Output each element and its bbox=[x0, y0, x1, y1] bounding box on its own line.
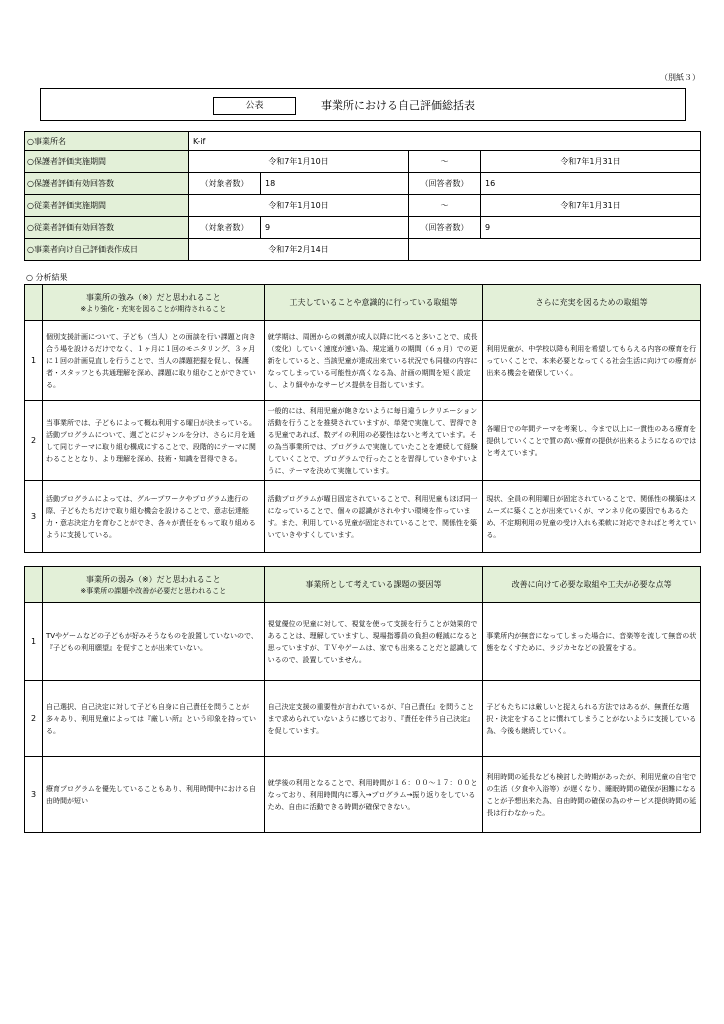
weaknesses-table bbox=[24, 566, 701, 833]
staff-answer-label: （回答者数） bbox=[409, 217, 481, 239]
guardian-period-label: ○保護者評価実施期間 bbox=[25, 151, 189, 173]
office-name-label: ○事業所名 bbox=[25, 132, 189, 151]
table-cell: 活動プログラムによっては、グループワークやプログラム進行の際、子どもたちだけで取り組む機会を設けることで、意志伝達能力・意志決定力を育むことができ、各々が責任をもって取り組めるように支援している。 bbox=[42, 481, 264, 553]
guardian-target-label: （対象者数） bbox=[189, 173, 261, 195]
guardian-period-start: 令和7年1月10日 bbox=[189, 151, 409, 173]
guardian-target-value: 18 bbox=[261, 173, 409, 195]
weaknesses-header-title: 事業所の弱み（※）だと思われること bbox=[85, 575, 221, 584]
analysis-label: ○ 分析結果 bbox=[26, 273, 68, 282]
table-cell: 自己選択、自己決定に対して子ども自身に自己責任を問うことが多々あり、利用児童によっては『厳しい所』という印象を持っている。 bbox=[42, 681, 264, 757]
table-cell: 活動プログラムが曜日固定されていることで、利用児童もほぼ同一になっていることで、個々の認識がされやすい環境を作っています。また、利用している児童が固定されていることで、関係性を築いていきやすくしています。 bbox=[264, 481, 483, 553]
strengths-table bbox=[24, 284, 701, 553]
guardian-period-sep: ～ bbox=[409, 151, 481, 173]
table-cell: 就学期は、周囲からの刺激が成人以降に比べると多いことで、成長（変化）していく速度が速い為、規定通りの期間（６ヵ月）での更新をしていると、当該児童が達成出来ている状況でも同様の内容になってしまっている可能性が高くなる為、計画の期間を短く設定し、より細やかなサービス提供を目指しています。 bbox=[264, 321, 483, 401]
row-number: 3 bbox=[25, 481, 43, 553]
strengths-header-col1 bbox=[42, 285, 264, 321]
weaknesses-header-col1 bbox=[42, 567, 264, 603]
table-cell: 当事業所では、子どもによって概ね利用する曜日が決まっている。活動プログラムについて、週ごとにジャンルを分け、さらに月を通して同じテーマに取り組む構成にすることで、段階的にテーマに関わることとなり、より理解を深め、技術・知識を習得できる。 bbox=[42, 401, 264, 481]
page-title: 事業所における自己評価総括表 bbox=[321, 99, 475, 112]
info-table bbox=[24, 131, 701, 261]
strengths-header-title: 事業所の強み（※）だと思われること bbox=[85, 293, 221, 302]
table-cell: 子どもたちには厳しいと捉えられる方法ではあるが、無責任な選択・決定をすることに慣れてしまうことがないように支援している為、今後も継続していく。 bbox=[483, 681, 701, 757]
strengths-header-sub: ※より強化・充実を図ることが期待されること bbox=[80, 305, 227, 313]
office-name: K-if bbox=[189, 132, 701, 151]
weaknesses-header-sub: ※事業所の課題や改善が必要だと思われること bbox=[80, 587, 227, 595]
row-number: 3 bbox=[25, 757, 43, 833]
staff-target-value: 9 bbox=[261, 217, 409, 239]
table-cell: 利用児童が、中学校以降も利用を希望してもらえる内容の療育を行っていくことで、本来必要となってくる社会生活に向けての療育が出来る機会を確保していく。 bbox=[483, 321, 701, 401]
weaknesses-header-col2: 事業所として考えている課題の要因等 bbox=[264, 567, 483, 603]
guardian-answer-label: （回答者数） bbox=[409, 173, 481, 195]
table-cell: 一般的には、利用児童が飽きないように毎日違うレクリエーション活動を行うことを推奨されていますが、単発で実施して、習得できる児童であれば、数デイの利用の必要性はないと考えています。その為当事業所では、プログラムで実施していたことを連続して経験していくことで、プログラムで行ったことを習得していきやすいように、テーマを決めて実施しています。 bbox=[264, 401, 483, 481]
table-cell: 視覚優位の児童に対して、視覚を使って支援を行うことが効果的であることは、理解していますし、現場指導員の負担の軽減になると思っていますが、ＴＶやゲームは、家でも出来ることだと認識しているので、設置していません。 bbox=[264, 603, 483, 681]
table-cell: 各曜日での年間テーマを考案し、今まで以上に一貫性のある療育を提供していくことで質の高い療育の提供が出来るようになるのではと考えています。 bbox=[483, 401, 701, 481]
staff-target-label: （対象者数） bbox=[189, 217, 261, 239]
staff-period-sep: ～ bbox=[409, 195, 481, 217]
row-number: 2 bbox=[25, 681, 43, 757]
table-cell: TVやゲームなどの子どもが好みそうなものを設置していないので、『子どもの利用願望』を促すことが出来ていない。 bbox=[42, 603, 264, 681]
strengths-header-col2: 工夫していることや意識的に行っている取組等 bbox=[264, 285, 483, 321]
table-cell: 現状、全員の利用曜日が固定されていることで、関係性の構築はスムーズに築くことが出来ていくが、マンネリ化の要因でもあるため、不定期利用の児童の受け入れも柔軟に対応できればと考えている。 bbox=[483, 481, 701, 553]
staff-period-end: 令和7年1月31日 bbox=[481, 195, 701, 217]
weaknesses-header-blank bbox=[25, 567, 43, 603]
staff-valid-label: ○従業者評価有効回答数 bbox=[25, 217, 189, 239]
self-eval-date-label: ○事業者向け自己評価表作成日 bbox=[25, 239, 189, 261]
table-cell: 就学後の利用となることで、利用時間が１６：００～１７：００となっており、利用時間内に導入→プログラム→振り返りをしているため、自由に活動できる時間が確保できない。 bbox=[264, 757, 483, 833]
table-cell: 自己決定支援の重要性が言われているが、『自己責任』を問うことまで求められていないように感じており、『責任を伴う自己決定』を促しています。 bbox=[264, 681, 483, 757]
attachment-note: （別紙３） bbox=[660, 73, 700, 82]
table-cell: 個別支援計画について、子ども（当人）との面談を行い課題と向き合う場を設けるだけでなく、１ヶ月に１回のモニタリング、３ヶ月に１回の計画見直しを行うことで、当人の課題把握を促し、保護者・スタッフとも共通理解を深め、課題に取り組むことができている。 bbox=[42, 321, 264, 401]
guardian-period-end: 令和7年1月31日 bbox=[481, 151, 701, 173]
row-number: 1 bbox=[25, 321, 43, 401]
guardian-answer-value: 16 bbox=[481, 173, 701, 195]
staff-answer-value: 9 bbox=[481, 217, 701, 239]
row-number: 2 bbox=[25, 401, 43, 481]
table-cell: 療育プログラムを優先していることもあり、利用時間中における自由時間が短い bbox=[42, 757, 264, 833]
weaknesses-header-col3: 改善に向けて必要な取組や工夫が必要な点等 bbox=[483, 567, 701, 603]
self-eval-blank bbox=[409, 239, 701, 261]
table-cell: 事業所内が無音になってしまった場合に、音楽等を流して無音の状態をなくすために、ラジカセなどの設置をする。 bbox=[483, 603, 701, 681]
staff-period-start: 令和7年1月10日 bbox=[189, 195, 409, 217]
public-label: 公表 bbox=[213, 97, 296, 115]
table-cell: 利用時間の延長なども検討した時期があったが、利用児童の自宅での生活（夕食や入浴等）が遅くなり、睡眠時間の確保が困難になることが予想出来た為、自由時間の確保の為のサービス提供時間の延長は行わなかった。 bbox=[483, 757, 701, 833]
strengths-header-blank bbox=[25, 285, 43, 321]
title-box bbox=[40, 88, 686, 121]
staff-period-label: ○従業者評価実施期間 bbox=[25, 195, 189, 217]
self-eval-date: 令和7年2月14日 bbox=[189, 239, 409, 261]
guardian-valid-label: ○保護者評価有効回答数 bbox=[25, 173, 189, 195]
strengths-header-col3: さらに充実を図るための取組等 bbox=[483, 285, 701, 321]
row-number: 1 bbox=[25, 603, 43, 681]
